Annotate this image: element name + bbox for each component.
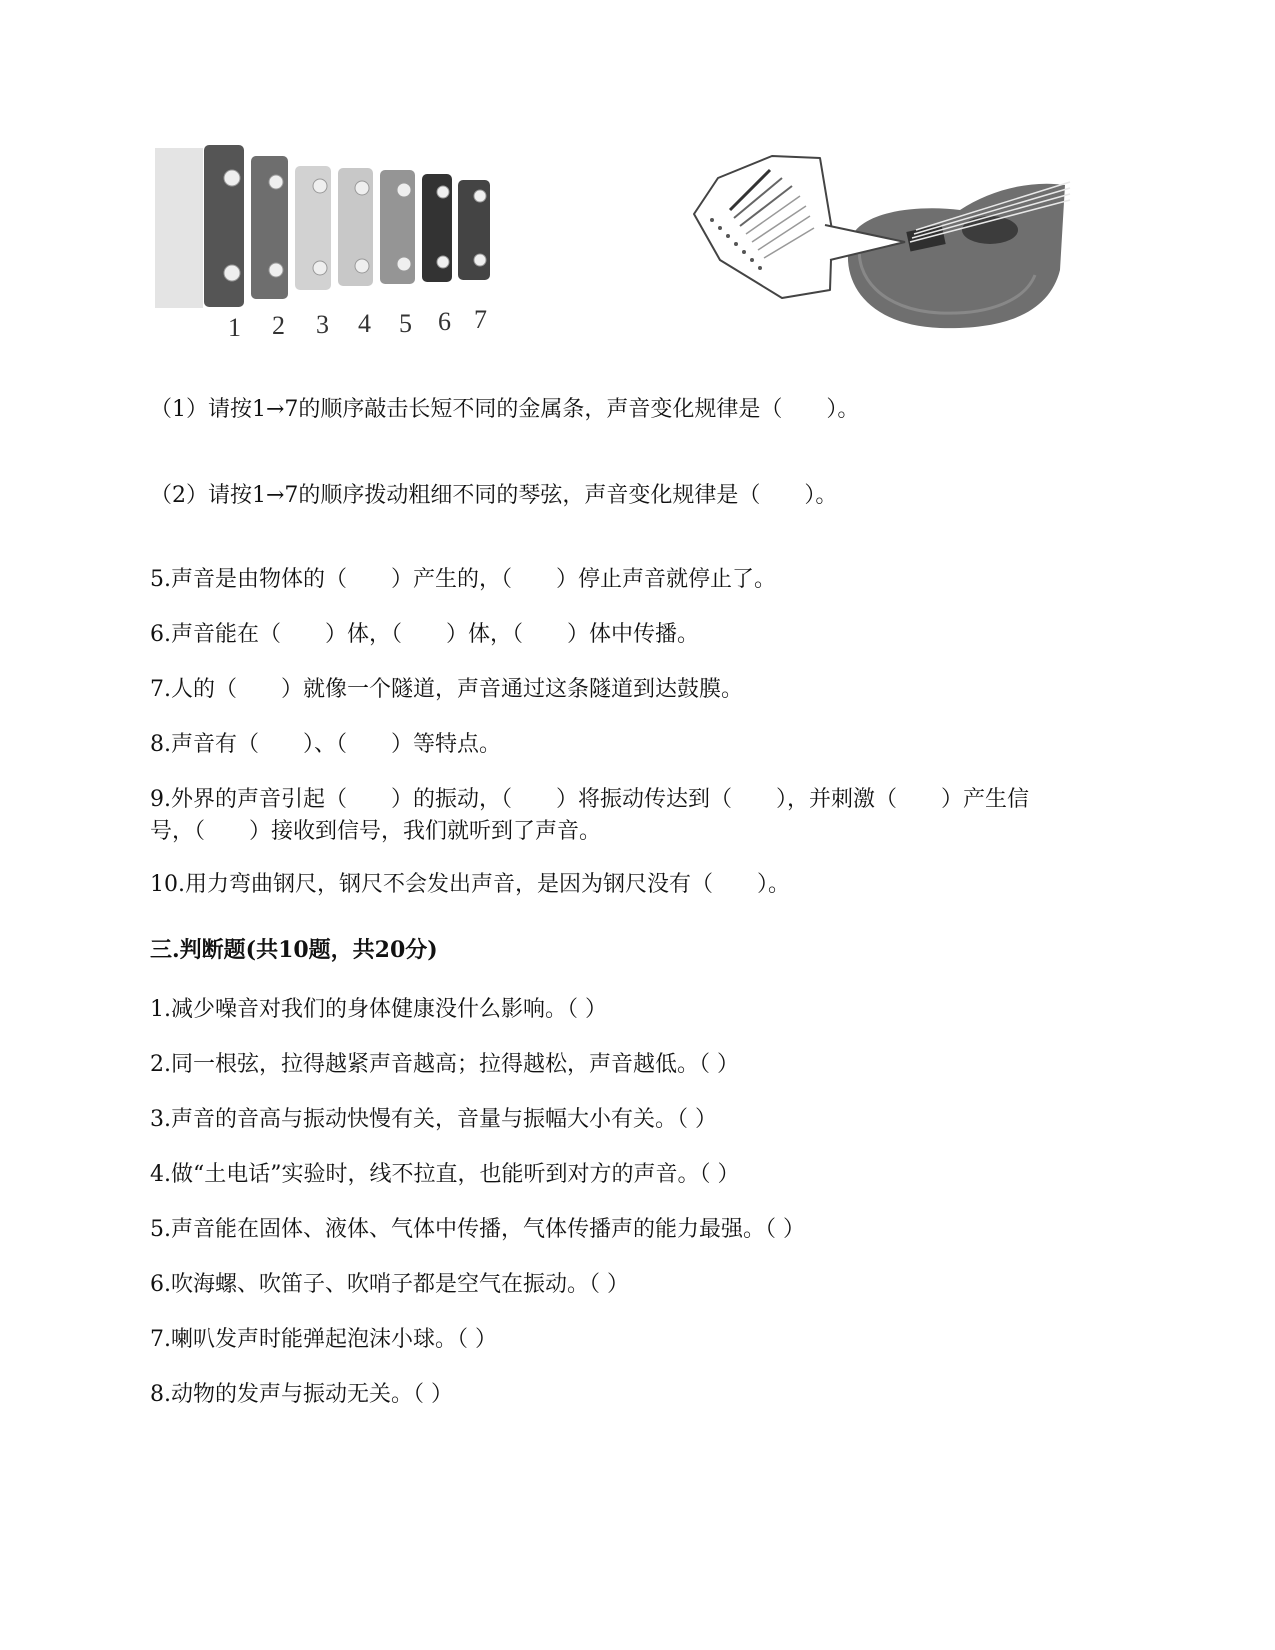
- judgement-question-3: 3.声音的音高与振动快慢有关，音量与振幅大小有关。（ ）: [150, 1107, 717, 1132]
- fill-question-9: 9.外界的声音引起（ ）的振动，（ ）将振动传达到（ ），并刺激（ ）产生信号，（ ）接收到信号，我们就听到了声音。: [150, 787, 1029, 844]
- fill-question-10: 10.用力弯曲钢尺，钢尺不会发出声音，是因为钢尺没有（ ）。: [150, 872, 790, 897]
- bar-number-5: 5: [399, 309, 412, 338]
- bar-number-2: 2: [272, 311, 285, 340]
- bar-number-3: 3: [316, 310, 329, 339]
- judgement-question-8: 8.动物的发声与振动无关。（ ）: [150, 1382, 453, 1407]
- sub-question-2: （2）请按1→7的顺序拨动粗细不同的琴弦，声音变化规律是（ ）。: [150, 483, 838, 508]
- section-heading: 三.判断题(共10题，共20分): [150, 937, 438, 963]
- fill-question-7: 7.人的（ ）就像一个隧道，声音通过这条隧道到达鼓膜。: [150, 677, 743, 702]
- sub-question-1: （1）请按1→7的顺序敲击长短不同的金属条，声音变化规律是（ ）。: [150, 397, 860, 422]
- guitar-figure: [690, 150, 1075, 335]
- judgement-question-4: 4.做“土电话”实验时，线不拉直，也能听到对方的声音。（ ）: [150, 1162, 740, 1187]
- bar-number-4: 4: [358, 309, 371, 338]
- judgement-question-1: 1.减少噪音对我们的身体健康没什么影响。（ ）: [150, 997, 607, 1022]
- bar-number-1: 1: [228, 313, 241, 342]
- bar-number-7: 7: [474, 305, 487, 334]
- judgement-question-2: 2.同一根弦，拉得越紧声音越高；拉得越松，声音越低。（ ）: [150, 1052, 739, 1077]
- bar-number-6: 6: [438, 307, 451, 336]
- judgement-question-7: 7.喇叭发声时能弹起泡沫小球。（ ）: [150, 1327, 497, 1352]
- fill-question-8: 8.声音有（ ）、（ ）等特点。: [150, 732, 501, 757]
- fill-question-6: 6.声音能在（ ）体，（ ）体，（ ）体中传播。: [150, 622, 699, 647]
- fill-question-5: 5.声音是由物体的（ ）产生的，（ ）停止声音就停止了。: [150, 567, 776, 592]
- judgement-question-5: 5.声音能在固体、液体、气体中传播，气体传播声的能力最强。（ ）: [150, 1217, 805, 1242]
- xylophone-figure: [150, 140, 510, 350]
- judgement-question-6: 6.吹海螺、吹笛子、吹哨子都是空气在振动。（ ）: [150, 1272, 629, 1297]
